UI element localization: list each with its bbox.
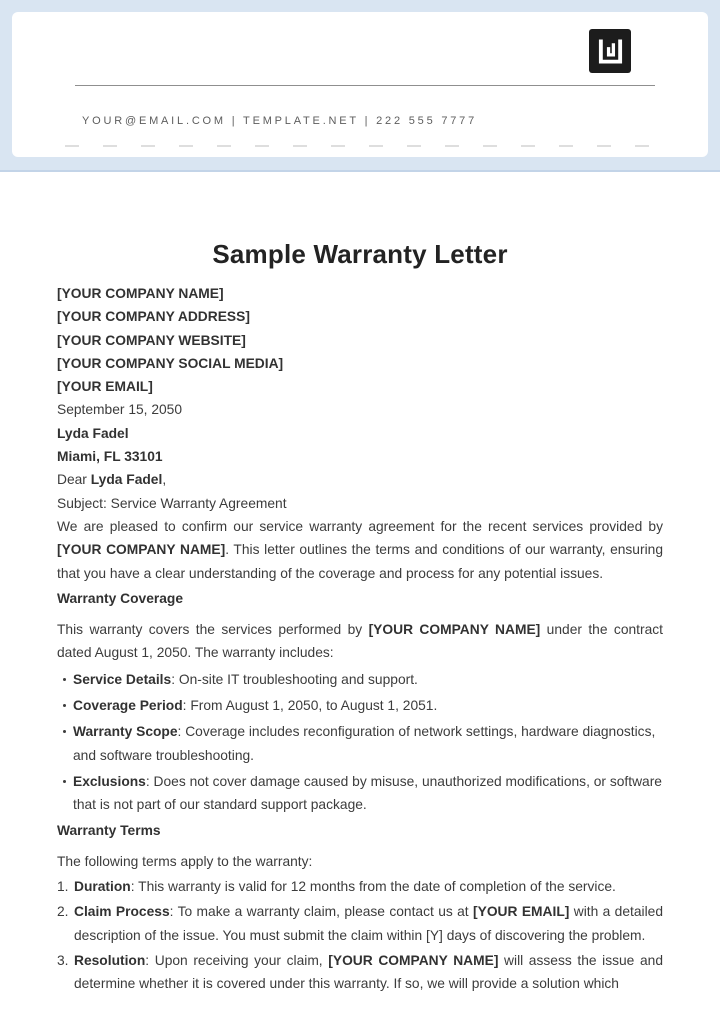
term-number: 3. xyxy=(57,953,69,969)
coverage-heading: Warranty Coverage xyxy=(57,590,184,606)
term-text-cont: will assess the issue and determine whether it is covered under this warranty. If so, we will provide a solution which xyxy=(74,953,663,992)
salutation-suffix: , xyxy=(162,472,167,488)
term-placeholder: [YOUR COMPANY NAME] xyxy=(328,953,499,969)
subject-line: Subject: Service Warranty Agreement xyxy=(57,495,287,511)
bullet-label: Exclusions xyxy=(73,773,146,789)
intro-company-placeholder: [YOUR COMPANY NAME] xyxy=(57,542,226,558)
bullet-text: : On-site IT troubleshooting and support. xyxy=(171,671,418,687)
bullet-service-details xyxy=(57,668,663,691)
recipient-name: Lyda Fadel xyxy=(57,425,129,441)
salutation-name: Lyda Fadel xyxy=(90,472,163,488)
coverage-paragraph xyxy=(57,618,663,665)
intro-text-cont: . This letter outlines the terms and conditions of our warranty, ensuring that you have a clear understanding of the coverage and process for any potential issues. xyxy=(57,542,663,581)
term-text: : This warranty is valid for 12 months from the date of completion of the service. xyxy=(130,879,616,895)
term-number: 2. xyxy=(57,904,69,920)
sender-company-website: [YOUR COMPANY WEBSITE] xyxy=(57,332,246,348)
sender-email: [YOUR EMAIL] xyxy=(57,379,153,395)
term-label: Duration xyxy=(74,879,131,895)
term-number: 1. xyxy=(57,879,69,895)
term-label: Resolution xyxy=(74,953,146,969)
lu-logo-icon xyxy=(589,29,631,73)
coverage-text: This warranty covers the services performed by xyxy=(57,622,369,638)
page-title: Sample Warranty Letter xyxy=(212,239,508,269)
terms-numbered-list xyxy=(57,875,663,995)
coverage-company-placeholder: [YOUR COMPANY NAME] xyxy=(368,622,541,638)
term-text: : Upon receiving your claim, xyxy=(145,953,329,969)
letterhead-card xyxy=(12,12,708,157)
bullet-label: Coverage Period xyxy=(73,698,183,714)
bullet-label: Service Details xyxy=(73,671,172,687)
coverage-text-cont: under the contract dated August 1, 2050. The warranty includes: xyxy=(57,622,663,661)
letterhead-divider xyxy=(75,85,655,86)
sender-company-social: [YOUR COMPANY SOCIAL MEDIA] xyxy=(57,355,284,371)
terms-intro: The following terms apply to the warranty: xyxy=(57,853,313,869)
coverage-bullet-list xyxy=(57,668,663,817)
salutation xyxy=(57,468,663,491)
term-duration xyxy=(57,875,663,898)
bullet-text: : Coverage includes reconfiguration of network settings, hardware diagnostics, and software troubleshooting. xyxy=(73,724,656,763)
term-placeholder: [YOUR EMAIL] xyxy=(473,904,570,920)
term-label: Claim Process xyxy=(74,904,170,920)
letterhead xyxy=(0,0,720,172)
intro-text: We are pleased to confirm our service warranty agreement for the recent services provided by xyxy=(57,518,663,534)
bullet-text: : From August 1, 2050, to August 1, 2051. xyxy=(182,698,438,714)
intro-paragraph xyxy=(57,515,663,585)
bullet-warranty-scope xyxy=(57,720,663,767)
bullet-label: Warranty Scope xyxy=(73,724,178,740)
term-claim-process xyxy=(57,900,663,947)
terms-heading: Warranty Terms xyxy=(57,822,161,838)
term-text-cont: with a detailed description of the issue. You must submit the claim within [Y] days of discovering the problem. xyxy=(74,904,663,943)
letter-date: September 15, 2050 xyxy=(57,402,183,418)
bullet-exclusions xyxy=(57,770,663,817)
sender-company-name: [YOUR COMPANY NAME] xyxy=(57,286,224,301)
salutation-prefix: Dear xyxy=(57,472,91,488)
letterhead-dashed-line xyxy=(65,145,663,147)
bullet-coverage-period xyxy=(57,694,663,717)
letterhead-contact: YOUR@EMAIL.COM | TEMPLATE.NET | 222 555 7777 xyxy=(82,115,478,127)
bullet-text: : Does not cover damage caused by misuse, unauthorized modifications, or software that is not part of our standard support package. xyxy=(73,773,662,813)
term-resolution xyxy=(57,949,663,996)
recipient-location: Miami, FL 33101 xyxy=(57,449,163,465)
letter-body xyxy=(0,239,720,996)
sender-company-address: [YOUR COMPANY ADDRESS] xyxy=(57,309,250,325)
term-text: : To make a warranty claim, please contact us at xyxy=(169,904,474,920)
